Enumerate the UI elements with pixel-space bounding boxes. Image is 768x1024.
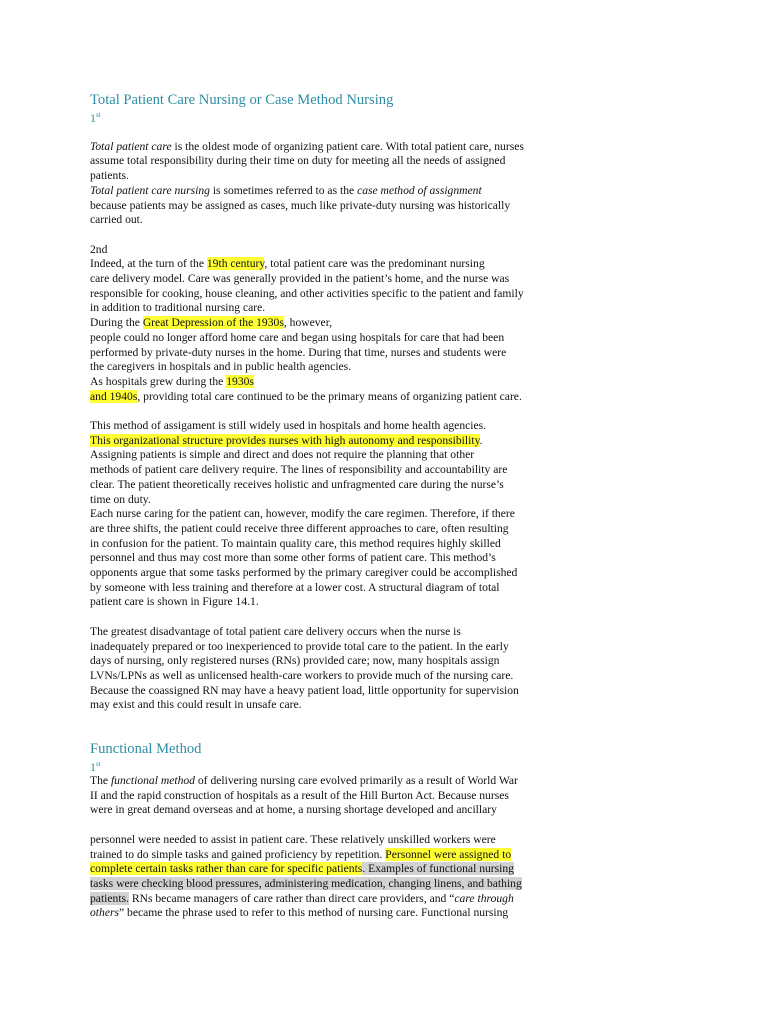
text-run: care delivery model. Care was generally provided in the patient’s home, and the nurse was [90,272,510,285]
marker-first [90,108,570,125]
text-run: Total patient care nursing [90,183,210,197]
text-run: Each nurse caring for the patient can, however, modify the care regimen. Therefore, if there [90,507,515,521]
paragraph-functional-origin [90,774,570,818]
text-run: patient care is shown in Figure 14.1. [90,595,259,609]
section-heading-total-patient-care: Total Patient Care Nursing or Case Method Nursing [90,92,394,108]
text-run: Indeed, at the turn of the [90,257,207,271]
paragraph-history [90,257,570,404]
text-run: personnel were needed to assist in patient care. These relatively unskilled workers were [90,832,496,846]
text-run: are three shifts, the patient could receive three different approaches to care, often resulting [90,521,509,535]
text-run: trained to do simple tasks and gained proficiency by repetition. [90,847,386,861]
marker-superscript: st [96,111,101,119]
text-run: The greatest disadvantage of total patient care delivery occurs when the nurse is [90,624,461,638]
gray-highlight: patients. [90,891,129,905]
highlight: This organizational structure provides nurses with high autonomy and responsibility [90,433,480,447]
text-run: because patients may be assigned as cases, much like private-duty nursing was historically [90,198,511,212]
paragraph-functional-tasks [90,833,570,921]
text-run: As hospitals grew during the [90,374,227,388]
text-run: patients. [90,169,129,183]
marker-number: 1 [90,760,96,775]
gray-highlight: . Examples of functional nursing [362,862,514,876]
text-run: . [479,433,483,447]
text-run: Total patient care [90,139,172,153]
text-run: carried out. [90,213,143,227]
text-run: opponents argue that some tasks performed by the primary caregiver could be accomplished [90,566,518,580]
document-content [90,92,570,921]
text-run: , providing total care continued to be the primary means of organizing patient care. [137,389,522,403]
text-run: is the oldest mode of organizing patient care. With total patient care, nurses [171,139,524,153]
highlight: complete certain tasks rather than care for specific patients [90,862,363,876]
text-run: by someone with less training and therefore at a lower cost. A structural diagram of total [90,580,500,594]
text-run: care through [454,891,514,905]
text-run: Assigning patients is simple and direct and does not require the planning that other [90,448,475,462]
section-heading-functional-method: Functional Method [90,741,202,758]
text-run: , total patient care was the predominant nursing [264,257,485,271]
text-run: Because the coassigned RN may have a heavy patient load, little opportunity for supervision [90,683,519,697]
highlight: 1930s [226,374,254,388]
text-run: the caregivers in hospitals and in public health agencies. [90,360,352,374]
text-run: During the [90,316,143,330]
text-run: LVNs/LPNs as well as unlicensed health-care workers to provide much of the nursing care. [90,668,514,682]
highlight: and 1940s [90,389,138,403]
text-run: may exist and this could result in unsafe care. [90,698,302,712]
text-run: of delivering nursing care evolved primarily as a result of World War [194,774,518,788]
text-run: in addition to traditional nursing care. [90,301,266,315]
marker-number: 1 [90,111,96,125]
paragraph-definition [90,140,570,228]
highlight: Personnel were assigned to [385,847,512,861]
text-run: days of nursing, only registered nurses (RNs) provided care; now, many hospitals assign [90,654,500,668]
text-run: inadequately prepared or too inexperienced to provide total care to the patient. In the early [90,639,509,653]
text-run: performed by private-duty nurses in the home. During that time, nurses and students were [90,345,507,359]
text-run: functional method [110,774,195,788]
marker-superscript: st [96,760,101,769]
text-run: ” became the phrase used to refer to this method of nursing care. Functional nursing [118,906,509,920]
highlight: Great Depression of the 1930s [142,316,284,330]
marker-second: 2nd [90,242,108,256]
text-run: The [90,774,111,788]
paragraph-disadvantage [90,625,570,713]
text-run: time on duty. [90,492,151,506]
text-run: people could no longer afford home care and began using hospitals for care that had been [90,330,505,344]
gray-highlight: tasks were checking blood pressures, administering medication, changing linens, and bathing [90,876,522,890]
text-run: This method of assigament is still widely used in hospitals and home health agencies. [90,419,487,433]
text-run: is sometimes referred to as the [209,183,358,197]
text-run: responsible for cooking, house cleaning, and other activities specific to the patient and family [90,286,524,300]
marker-first [90,757,570,774]
text-run: personnel and thus may cost more than some other forms of patient care. This method’s [90,551,496,565]
text-run: in confusion for the patient. To maintain quality care, this method requires highly skilled [90,536,501,550]
text-run: case method of assignment [357,183,482,197]
text-run: , however, [283,316,332,330]
text-run: assume total responsibility during their time on duty for meeting all the needs of assigned [90,154,506,168]
text-run: RNs became managers of care rather than direct care providers, and “ [128,891,455,905]
paragraph-usage [90,419,570,610]
text-run: were in great demand overseas and at home, a nursing shortage developed and ancillary [90,803,497,817]
text-run: clear. The patient theoretically receives holistic and unfragmented care during the nurse’s [90,477,504,491]
highlight: 19th century [206,257,265,271]
text-run: II and the rapid construction of hospitals as a result of the Hill Burton Act. Because nurses [90,788,509,802]
text-run: methods of patient care delivery require. The lines of responsibility and accountability are [90,463,508,477]
text-run: others [90,906,119,920]
